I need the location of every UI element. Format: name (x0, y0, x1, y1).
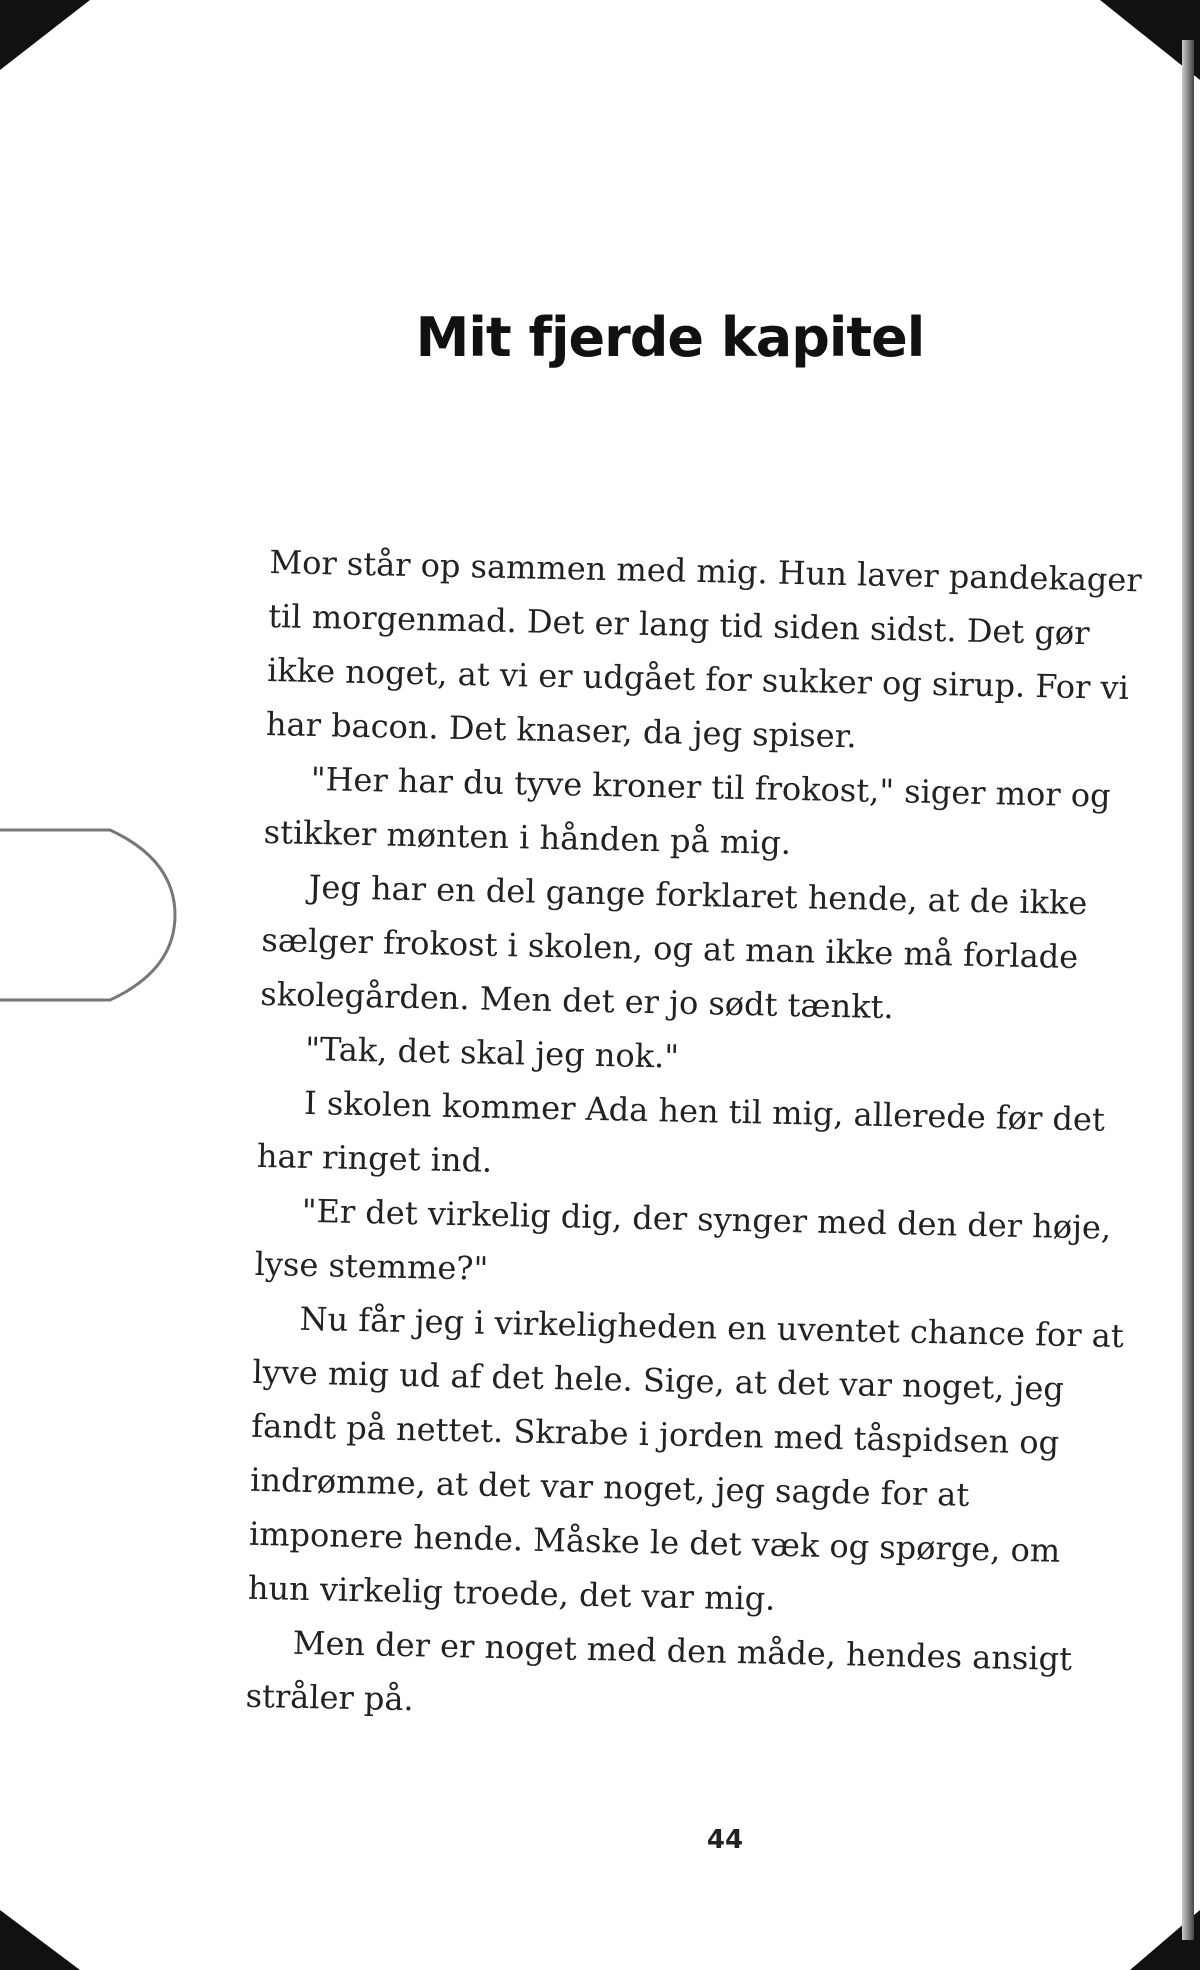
paragraph: Jeg har en del gange forklaret hende, at de ikke sælger frokost i skolen, og at man ikke må forlade skolegården. Men det er jo sødt tænkt. (259, 867, 1088, 1027)
chapter-title: Mit fjerde kapitel (415, 306, 925, 370)
page-fold-mark (0, 800, 190, 1020)
scan-corner-bottom-left (0, 1910, 80, 1970)
paragraph: Mor står op sammen med mig. Hun laver pandekager til morgenmad. Det er lang tid siden sidst. Det gør ikke noget, at vi er udgået for sukker og sirup. For vi har bacon. Det knaser, da jeg spiser. (265, 542, 1143, 756)
paragraph: "Her har du tyve kroner til frokost," siger mor og stikker mønten i hånden på mig. (263, 759, 1111, 862)
page-number: 44 (706, 1825, 744, 1855)
paragraph: "Er det virkelig dig, der synger med den der høje, lyse stemme?" (254, 1191, 1112, 1288)
paragraph: Nu får jeg i virkeligheden en uventet chance for at lyve mig ud af det hele. Sige, at det var noget, jeg fandt på nettet. Skrabe i jorden med tåspidsen og indrømme, at det var noget, jeg sagde for at imponere hende. Måske le det væk og spørge, om hun virkelig troede, det var mig. (247, 1299, 1125, 1618)
paragraph: Men der er noget med den måde, hendes ansigt stråler på. (245, 1623, 1073, 1719)
paragraph: "Tak, det skal jeg nok." (304, 1029, 680, 1076)
paragraph: I skolen kommer Ada hen til mig, allerede før det har ringet ind. (256, 1083, 1106, 1180)
scan-corner-top-left (0, 0, 90, 70)
chapter-body (245, 535, 1150, 1741)
